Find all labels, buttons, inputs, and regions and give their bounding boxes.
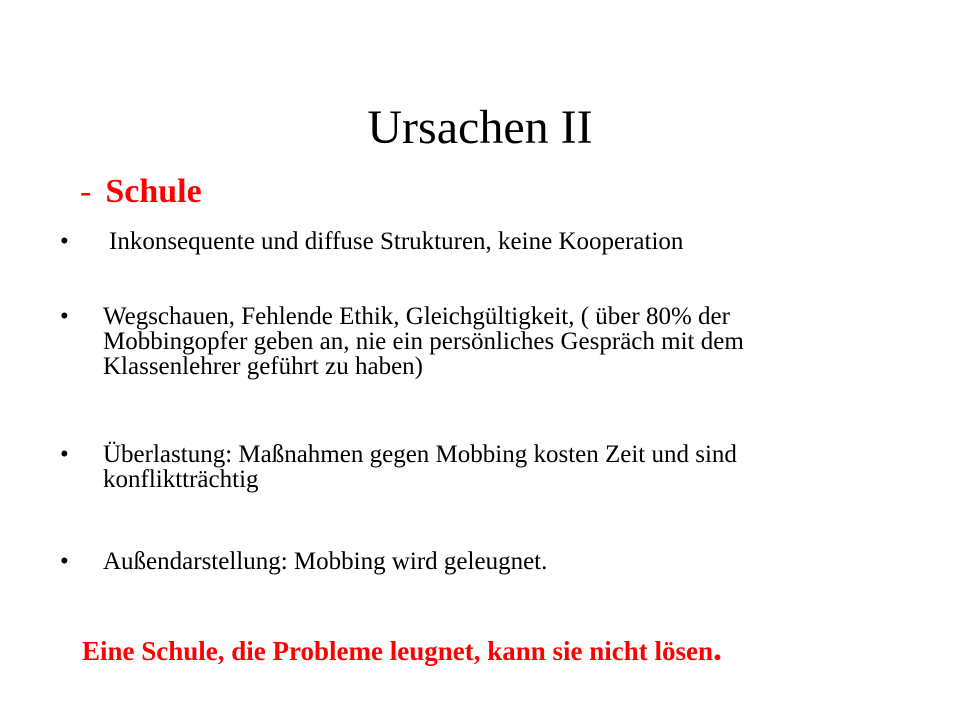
- bullet-item: [60, 304, 880, 379]
- bullet-dot-icon: •: [60, 228, 69, 255]
- bullet-text: Außendarstellung: Mobbing wird geleugnet.: [103, 548, 548, 575]
- bullet-text: Inkonsequente und diffuse Strukturen, keine Kooperation: [109, 228, 684, 255]
- bullet-dot-icon: •: [60, 303, 69, 330]
- bullet-text: Wegschauen, Fehlende Ethik, Gleichgültigkeit, ( über 80% der Mobbingopfer geben an, nie ein persönliches Gespräch mit dem Klassenlehrer geführt zu haben): [103, 303, 744, 380]
- bullet-dot-icon: •: [60, 441, 69, 468]
- conclusion: [82, 630, 722, 669]
- subtitle-text: Schule: [105, 173, 202, 210]
- bullet-item: [60, 442, 880, 492]
- subtitle-dash: -: [80, 173, 92, 210]
- bullet-item: [60, 229, 880, 254]
- bullet-dot-icon: •: [60, 548, 69, 575]
- subtitle: [80, 170, 202, 214]
- conclusion-text: Eine Schule, die Probleme leugnet, kann sie nicht lösen: [82, 636, 714, 666]
- conclusion-period: .: [713, 628, 723, 668]
- bullet-item: [60, 549, 880, 574]
- bullet-text: Überlastung: Maßnahmen gegen Mobbing kosten Zeit und sind konfliktträchtig: [103, 441, 737, 493]
- slide-title: Ursachen II: [367, 101, 593, 154]
